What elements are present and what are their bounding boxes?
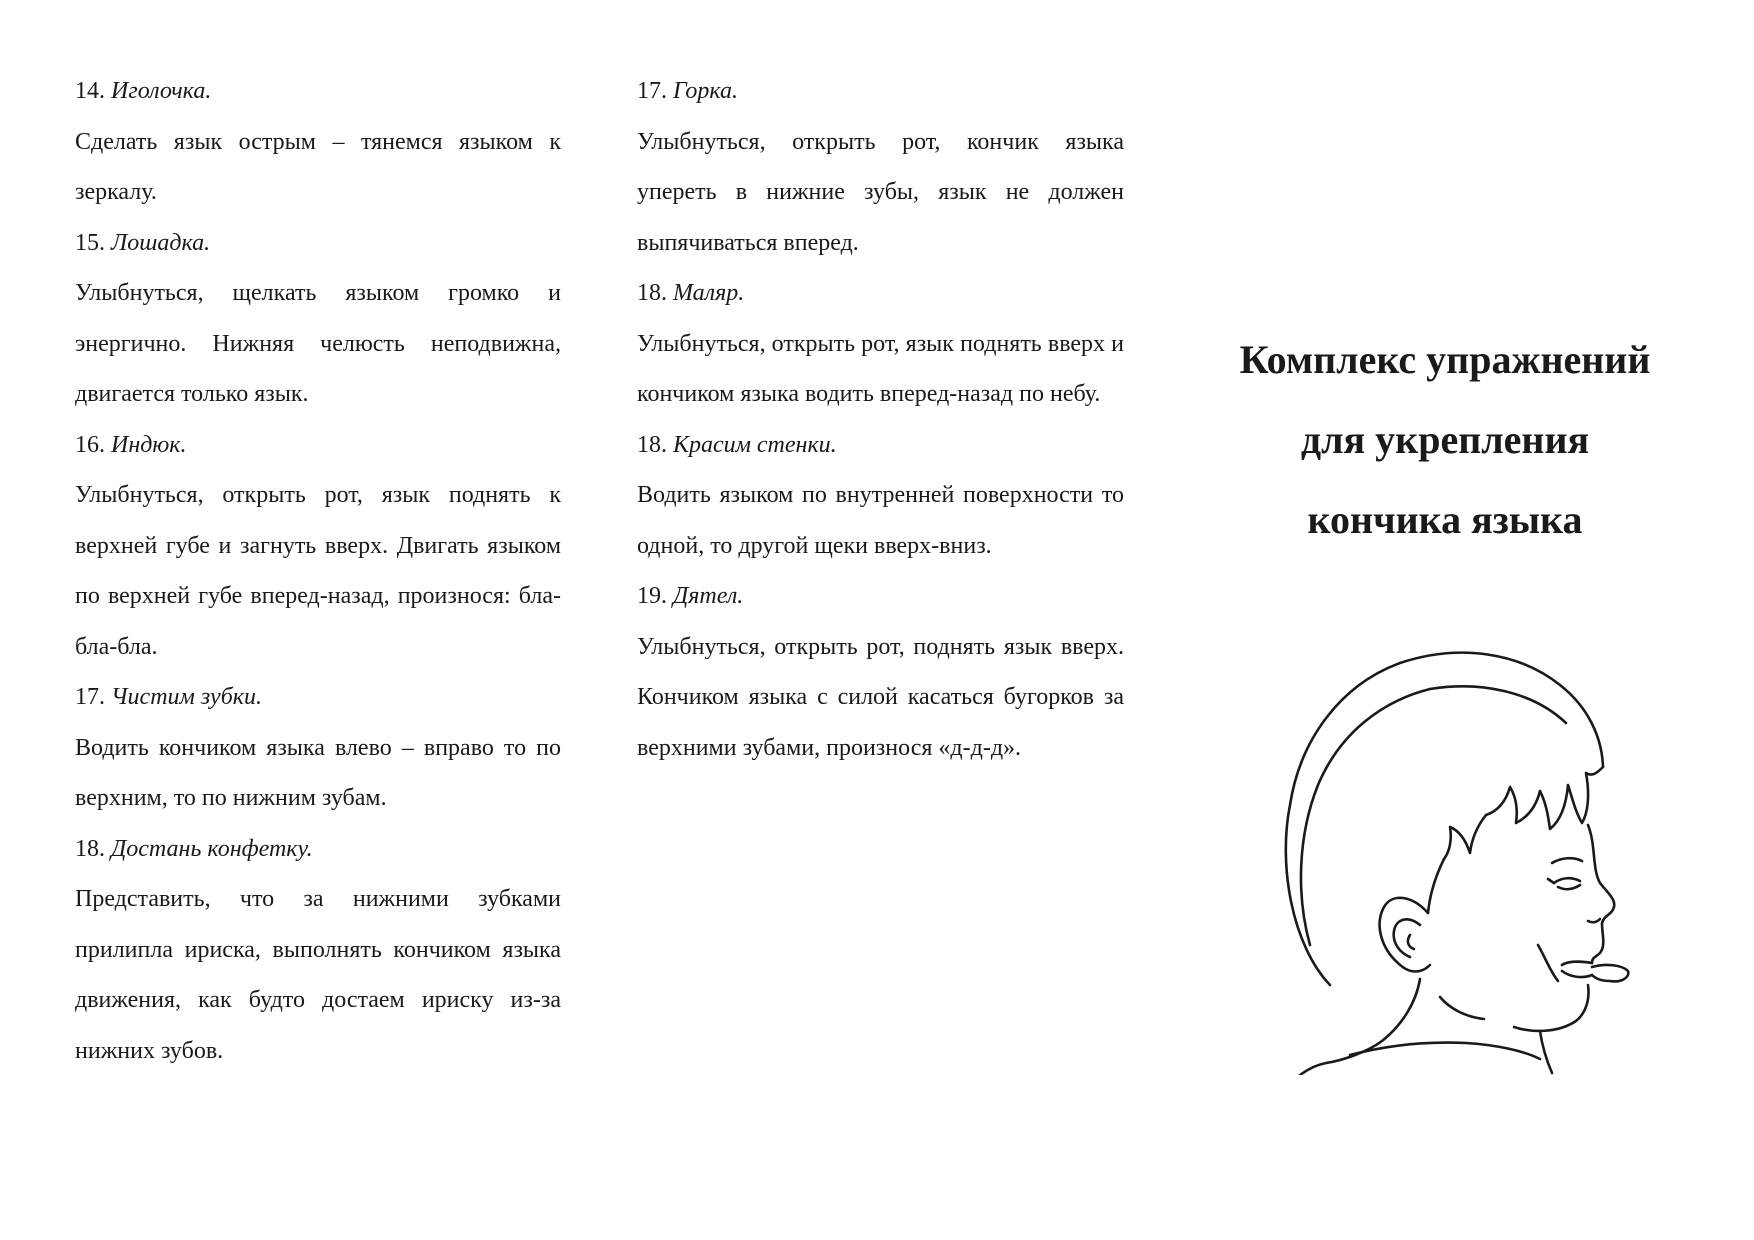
brochure-title (1195, 320, 1695, 560)
eye-lid (1558, 885, 1580, 889)
exercise-title: Чистим зубки. (111, 684, 262, 710)
exercise-heading (637, 571, 1124, 622)
ear-outer (1380, 898, 1430, 972)
exercise-description: Сделать язык острым – тянемся языком к зеркалу. (75, 128, 561, 205)
exercise-heading (75, 420, 561, 471)
exercise-description: Улыбнуться, открыть рот, поднять язык вверх. Кончиком языка с силой касаться бугорков за верхними зубами, произнося «д-д-д». (637, 633, 1124, 761)
exercise-description: Улыбнуться, открыть рот, кончик языка упереть в нижние зубы, язык не должен выпячиваться вперед. (637, 128, 1124, 256)
exercise-heading (75, 824, 561, 875)
exercise-number: 15. (75, 229, 105, 256)
cheek-line (1538, 945, 1558, 981)
tongue (1592, 965, 1628, 981)
exercise-number: 18. (75, 835, 105, 862)
exercise-number: 17. (637, 78, 667, 104)
shirt-collar (1350, 1043, 1540, 1059)
title-line: кончика языка (1307, 497, 1583, 542)
hair-outline (1286, 653, 1603, 985)
hair-side-lock (1428, 859, 1444, 913)
title-line: Комплекс упражнений (1239, 337, 1651, 382)
exercise-description: Улыбнуться, щелкать языком громко и энергично. Нижняя челюсть неподвижна, двигается только язык. (75, 280, 561, 407)
exercise-number: 19. (637, 583, 667, 609)
exercise-title: Дятел. (673, 583, 744, 609)
exercise-description: Улыбнуться, открыть рот, язык поднять к верхней губе и загнуть вверх. Двигать языком по верхней губе вперед-назад, произнося: бла-бла-бла. (75, 482, 561, 660)
exercise-description: Водить кончиком языка влево – вправо то по верхним, то по нижним зубам. (75, 734, 561, 811)
eye (1554, 878, 1580, 883)
neck-front (1540, 1031, 1552, 1073)
upper-lip (1562, 962, 1592, 965)
exercise-number: 14. (75, 78, 105, 104)
ear-inner (1394, 919, 1420, 957)
fringe-detail (1444, 815, 1486, 859)
exercise-title: Маляр. (673, 280, 745, 306)
child-profile-illustration (1270, 645, 1630, 1075)
eyelash (1548, 879, 1554, 883)
eyebrow (1552, 858, 1582, 863)
exercise-title: Индюк. (111, 431, 187, 458)
exercise-column-left (75, 66, 561, 1076)
exercise-heading (75, 672, 561, 723)
exercise-description: Улыбнуться, открыть рот, язык поднять вверх и кончиком языка водить вперед-назад по небу. (637, 330, 1124, 407)
exercise-title: Достань конфетку. (111, 835, 313, 862)
lower-lip (1562, 971, 1592, 977)
title-line: для укрепления (1300, 417, 1590, 462)
exercise-number: 18. (637, 280, 667, 306)
exercise-number: 18. (637, 431, 667, 458)
neck-shading (1440, 997, 1484, 1019)
exercise-title: Иголочка. (111, 78, 212, 104)
exercise-heading (75, 66, 561, 117)
chin-jaw (1514, 985, 1589, 1031)
face-profile (1588, 825, 1614, 963)
exercise-number: 17. (75, 684, 105, 710)
exercise-title: Горка. (673, 78, 739, 104)
ear-detail (1408, 935, 1414, 949)
exercise-heading (637, 420, 1124, 471)
fringe (1486, 767, 1603, 829)
exercise-number: 16. (75, 431, 105, 458)
exercise-title: Лошадка. (111, 229, 211, 256)
nostril (1588, 919, 1600, 922)
exercise-heading (637, 268, 1124, 319)
exercise-heading (637, 66, 1124, 117)
shoulder-line (1300, 1063, 1326, 1075)
exercise-description: Представить, что за нижними зубками прилипла ириска, выполнять кончиком языка движения, как будто достаем ириску из-за нижних зубов. (75, 886, 561, 1064)
hair-strand (1430, 686, 1566, 723)
exercise-heading (75, 218, 561, 269)
exercise-column-middle (637, 66, 1124, 773)
exercise-description: Водить языком по внутренней поверхности то одной, то другой щеки вверх-вниз. (637, 482, 1124, 559)
exercise-title: Красим стенки. (673, 431, 837, 458)
